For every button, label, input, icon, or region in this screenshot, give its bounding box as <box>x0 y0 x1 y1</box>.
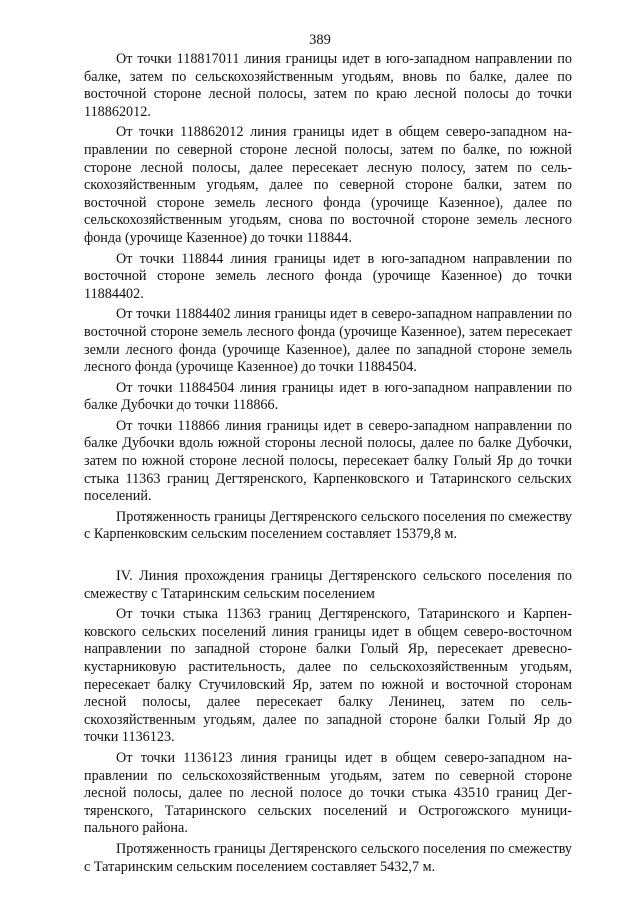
paragraph: От точки 118844 линия границы идет в юго-западном направлении по восточной стороне земель лесного фонда (урочище Казенное) до точки 11884402. <box>84 250 572 302</box>
paragraph: От точки стыка 11363 границ Дегтяренского, Татаринского и Карпенковского сельских поселений линия границы идет в общем северо-восточном направлении по западной стороне балки Голый Яр, пересекает древесно-кустарниковую растительность, далее по сельскохозяйственным угодьям, пересекает балку Стучиловский Яр, затем по южной и восточной сторонам лесной полосы, далее пересекает балку Ленинец, затем по сельскохозяйственным угодьям, далее по западной стороне балки Голый Яр до точки 1136123. <box>84 606 572 746</box>
paragraph: Протяженность границы Дегтяренского сельского поселения по смежеству с Карпенковским сельским поселением составляет 15379,8 м. <box>84 508 572 543</box>
paragraph: От точки 118817011 линия границы идет в юго-западном направлении по балке, затем по сельскохозяйственным угодьям, вновь по балке, далее по восточной стороне лесной полосы, затем по краю лесной полосы до точки 118862012. <box>84 51 572 120</box>
paragraph: От точки 1136123 линия границы идет в общем северо-западном направлении по сельскохозяйственным угодьям, затем по северной стороне лесной полосы, далее по лесной полосе до точки стыка 43510 границ Дегтяренского, Татаринского сельских поселений и Острогожского муниципального района. <box>84 749 572 837</box>
paragraph: От точки 11884402 линия границы идет в северо-западном направлении по восточной стороне земель лесного фонда (урочище Казенное), затем пересекает земли лесного фонда (урочище Казенное), далее по западной стороне земель лесного фонда (урочище Казенное) до точки 11884504. <box>84 306 572 376</box>
section-heading: IV. Линия прохождения границы Дегтяренского сельского поселения по смежеству с Татаринским сельским поселением <box>84 568 572 602</box>
paragraph: Протяженность границы Дегтяренского сельского поселения по смежеству с Татаринским сельским поселением составляет 5432,7 м. <box>84 840 572 875</box>
document-body <box>84 51 572 879</box>
page-number: 389 <box>309 32 331 48</box>
paragraph: От точки 118862012 линия границы идет в общем северо-западном направлении по северной стороне лесной полосы, затем по балке, по южной стороне лесной полосы, далее пересекает лесную полосу, затем по сельскохозяйственным угодьям, далее по северной стороне балки, затем по восточной стороне земель лесного фонда (урочище Казенное), далее по сельскохозяйственным угодьям, снова по восточной стороне земель лесного фонда (урочище Казенное) до точки 118844. <box>84 124 572 246</box>
paragraph: От точки 11884504 линия границы идет в юго-западном направлении по балке Дубочки до точки 118866. <box>84 379 572 414</box>
paragraph: От точки 118866 линия границы идет в северо-западном направлении по балке Дубочки вдоль южной стороны лесной полосы, далее по балке Дубочки, затем по южной стороне лесной полосы, пересекает балку Голый Яр до точки стыка 11363 границ Дегтяренского, Карпенковского и Татаринского сельских поселений. <box>84 417 572 505</box>
